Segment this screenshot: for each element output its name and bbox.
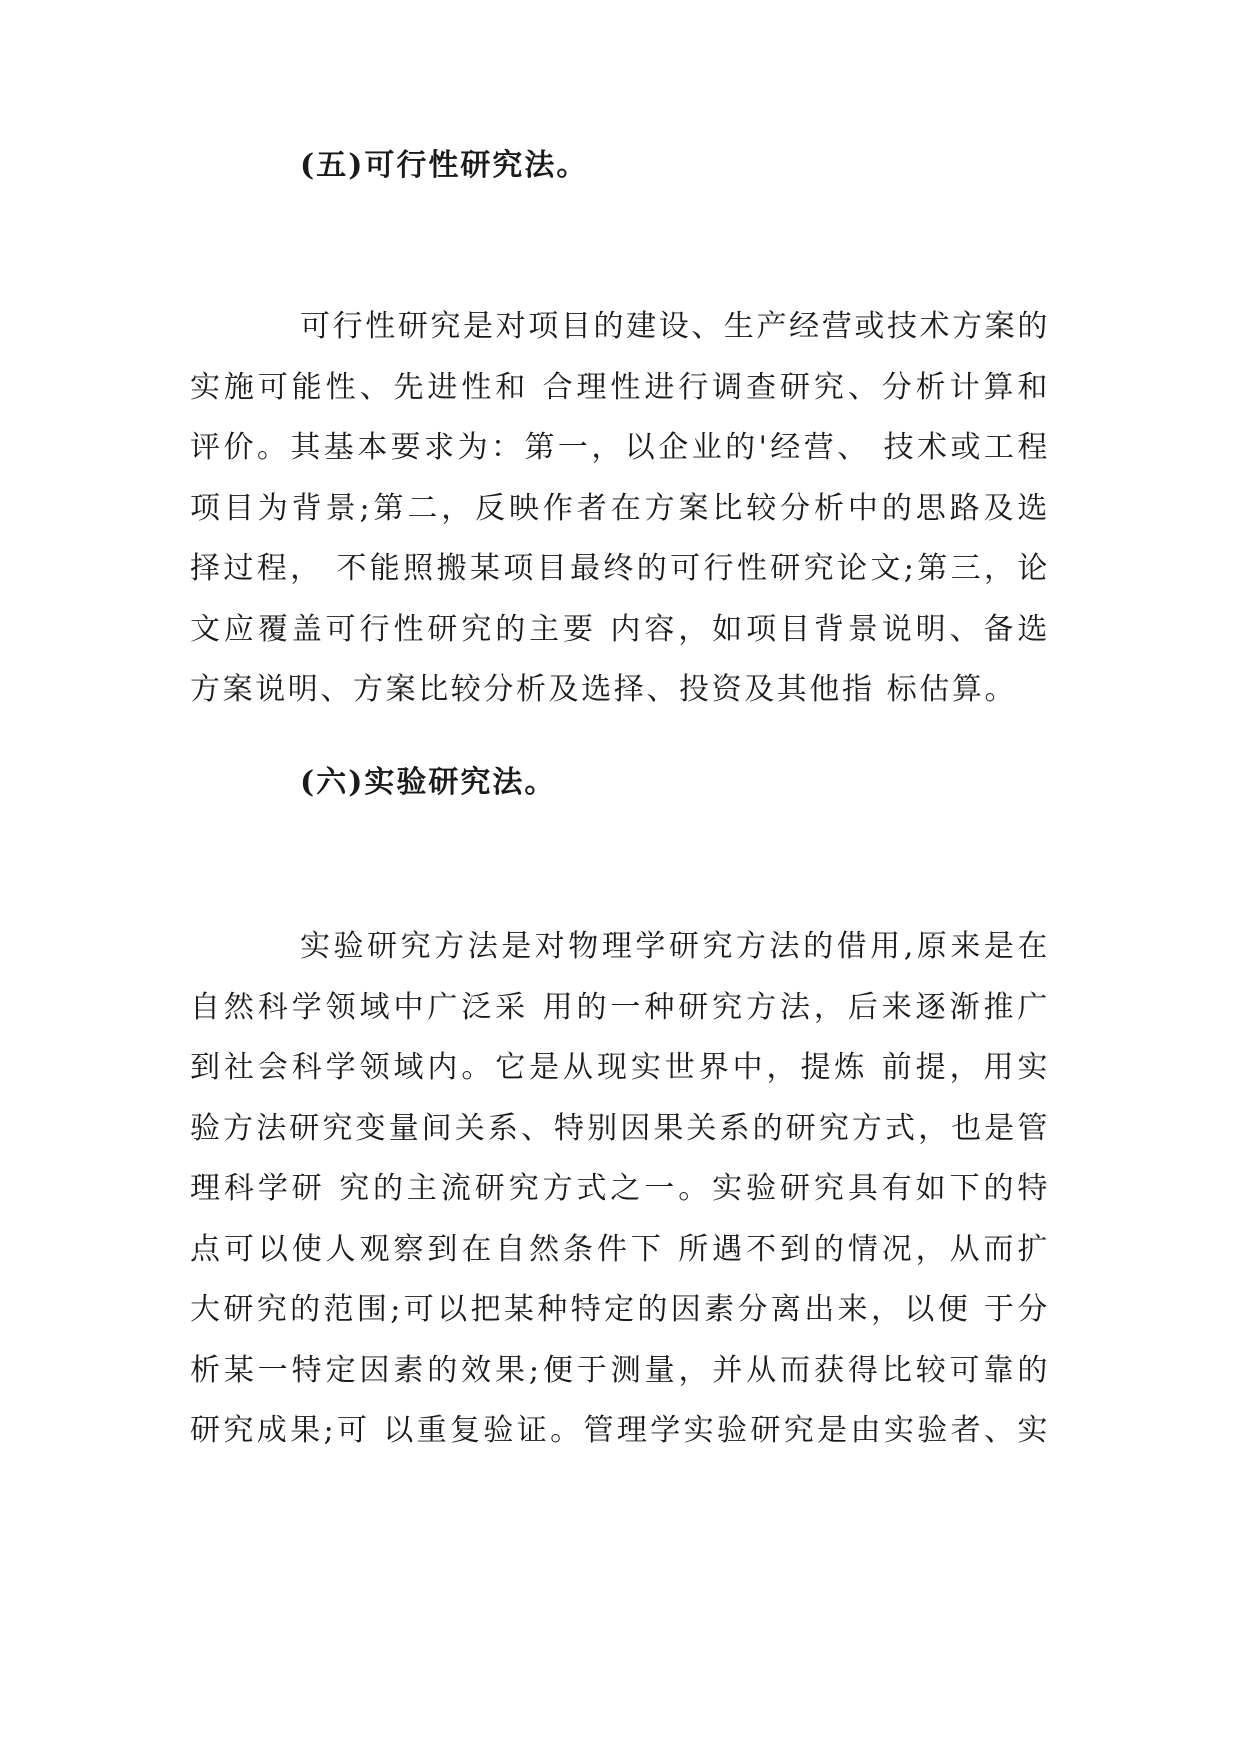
paragraph-line: 实施可能性、先进性和 合理性进行调查研究、分析计算和 <box>190 369 1050 405</box>
paragraph-line: 验方法研究变量间关系、特别因果关系的研究方式，也是管 <box>190 1110 1050 1146</box>
paragraph-line: 自然科学领域中广泛采 用的一种研究方法，后来逐渐推广 <box>190 989 1050 1025</box>
paragraph-line: 项目为背景;第二，反映作者在方案比较分析中的思路及选 <box>190 490 1050 526</box>
paragraph-line: 点可以使人观察到在自然条件下 所遇不到的情况，从而扩 <box>190 1231 1050 1267</box>
paragraph-line: 大研究的范围;可以把某种特定的因素分离出来，以便 于分 <box>190 1292 1050 1327</box>
paragraph-line: 到社会科学领域内。它是从现实世界中，提炼 前提，用实 <box>190 1050 1050 1085</box>
paragraph-line: 研究成果;可 以重复验证。管理学实验研究是由实验者、实 <box>190 1413 1050 1448</box>
paragraph-line: 文应覆盖可行性研究的主要 内容，如项目背景说明、备选 <box>190 611 1050 647</box>
paragraph-line: 评价。其基本要求为：第一，以企业的'经营、 技术或工程 <box>190 430 1050 465</box>
paragraph-line: 理科学研 究的主流研究方式之一。实验研究具有如下的特 <box>190 1171 1050 1206</box>
section-six-heading: (六)实验研究法。 <box>300 765 557 800</box>
section-six-paragraph <box>190 917 1050 1462</box>
paragraph-line: 实验研究方法是对物理学研究方法的借用,原来是在 <box>300 929 1050 964</box>
paragraph-line: 择过程， 不能照搬某项目最终的可行性研究论文;第三，论 <box>190 551 1050 586</box>
section-five-paragraph <box>190 297 1050 721</box>
paragraph-line: 析某一特定因素的效果;便于测量，并从而获得比较可靠的 <box>190 1352 1050 1388</box>
paragraph-line: 可行性研究是对项目的建设、生产经营或技术方案的 <box>300 309 1050 344</box>
section-five-heading: (五)可行性研究法。 <box>300 148 589 183</box>
paragraph-line: 方案说明、方案比较分析及选择、投资及其他指 标估算。 <box>190 672 1018 707</box>
